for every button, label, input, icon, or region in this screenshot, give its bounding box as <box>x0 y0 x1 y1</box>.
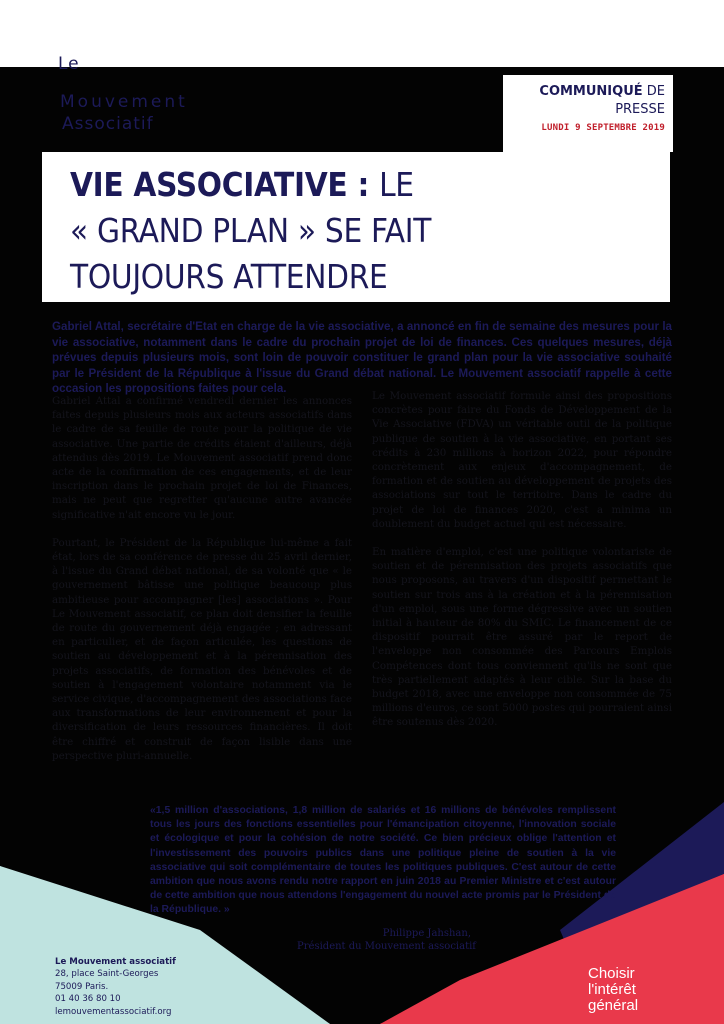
slogan-line1: Choisir <box>588 965 635 982</box>
title-bold: VIE ASSOCIATIVE : <box>70 165 380 204</box>
press-label-bold: COMMUNIQUÉ <box>539 84 643 99</box>
title-line2: « GRAND PLAN » SE FAIT <box>70 211 432 250</box>
title-line3: TOUJOURS ATTENDRE <box>70 257 388 296</box>
press-release-box <box>503 75 673 152</box>
right-paragraph-2: En matière d'emploi, c'est une politique volontariste de soutien et de pérennisation des projets associatifs que nous proposons, au travers d'un dispositif permettant le soutien sur trois ans à la création et à la pérennisation d'un emploi, sous une forme dégressive avec un soutien initial à hauteur de 80% du SMIC. Le financement de ce dispositif pourrait être assuré par le report de l'enveloppe non consommée des Parcours Emplois Compétences dont tous conviennent qu'ils ne sont que très partiellement adaptés à leur cible. Sur la base du budget 2018, avec une enveloppe non consommée de 75 millions d'euros, ce sont 5000 postes qui pourraient ainsi être soutenus dès 2020. <box>372 546 672 729</box>
logo-line-1: Le <box>58 54 80 74</box>
footer-street: 28, place Saint-Georges <box>55 969 159 980</box>
footer-web: lemouvementassociatif.org <box>55 1006 172 1017</box>
press-date: LUNDI 9 SEPTEMBRE 2019 <box>541 123 665 133</box>
signature-role: Président du Mouvement associatif <box>297 941 476 952</box>
press-label-line2: PRESSE <box>615 102 665 117</box>
press-label-normal: DE <box>642 84 665 99</box>
title-line1-rest: LE <box>379 165 414 204</box>
slogan <box>588 966 638 1014</box>
right-paragraph-1: Le Mouvement associatif formule ainsi des propositions concrètes pour faire du Fonds de Développement de la Vie Associative (FDVA) un véritable outil de la politique publique de soutien à la vie associative, en portant ses crédits à 230 millions à horizon 2022, pour répondre concrètement aux enjeux d'accompagnement, de formation et de soutien au développement de projets des associations sur tout le territoire. Dans le cadre du projet de loi de finances 2020, c'est a minima un doublement du budget actuel qui est nécessaire. <box>372 390 672 530</box>
press-label <box>503 84 665 99</box>
footer-phone: 01 40 36 80 10 <box>55 994 121 1005</box>
footer-org: Le Mouvement associatif <box>55 957 176 967</box>
logo-line-2: Mouvement <box>60 92 188 112</box>
signature-name: Philippe Jahshan, <box>382 928 471 939</box>
footer-address <box>55 956 176 1018</box>
page-title <box>70 162 670 300</box>
lead-paragraph: Gabriel Attal, secrétaire d'Etat en charge de la vie associative, a annoncé en fin de semaine des mesures pour la vie associative, notamment dans le cadre du prochain projet de loi de finances. Ces quelques mesures, déjà prévues depuis plusieurs mois, sont loin de pouvoir constituer le grand plan pour la vie associative souhaité par le Président de la République à l'issue du Grand débat national. Le Mouvement associatif rappelle à cette occasion les propositions faites pour cela. <box>52 320 672 396</box>
logo-line-3: Associatif <box>62 114 154 134</box>
slogan-line2: l'intérêt <box>588 981 636 998</box>
left-paragraph-1: Gabriel Attal a confirmé vendredi dernier les annonces faites depuis plusieurs mois aux acteurs associatifs dans le cadre de sa feuille de route pour la politique de vie associative. Une partie de crédits étaient d'ailleurs, déjà attendus dès 2019. Le Mouvement associatif prend donc acte de la confirmation de ces engagements, et de leur inscription dans le prochain projet de loi de Finances, mais ne peut que regretter qu'aucune autre avancée significative n'ait encore vu le jour. <box>52 395 352 521</box>
left-column <box>52 394 352 777</box>
signature <box>150 927 616 953</box>
title-box <box>42 152 670 302</box>
footer-city: 75009 Paris. <box>55 981 109 992</box>
slogan-line3: général <box>588 997 639 1014</box>
quote-block: «1,5 million d'associations, 1,8 million de salariés et 16 millions de bénévoles remplissent tous les jours des fonctions essentielles pour l'émancipation citoyenne, l'innovation sociale et écologique et pour la cohésion de notre société. Ce bien précieux oblige l'attention et l'investissement des pouvoirs publics dans une politique pleine de soutien à la vie associative qui soit complémentaire de toutes les politiques publiques. C'est autour de cette ambition que nous avons rendu notre rapport en juin 2018 au Premier Ministre et c'est autour de cette ambition que nous attendons l'engagement du nouvel acte promis par le Président de la République. » <box>150 805 616 916</box>
left-paragraph-2: Pourtant, le Président de la République lui-même a fait état, lors de sa conférence de presse du 25 avril dernier, à l'issue du Grand débat national, de sa volonté que « le gouvernement bâtisse une politique beaucoup plus ambitieuse pour accompagner [les] associations ». Pour Le Mouvement associatif, ce plan doit densifier la feuille de route du gouvernement déjà engagée ; en adressant en particulier, et de façon articulée, les questions de soutien au développement et à la pérennisation des projets associatifs, de formation des bénévoles et de soutien à l'engagement volontaire notamment via le service civique, d'accompagnement des associations face aux transformations de leur environnement et pour la diversification de leurs ressources financières. Il doit être chiffré et construit de façon lisible dans une perspective pluri-annuelle. <box>52 536 352 762</box>
right-column <box>372 389 672 744</box>
logo <box>58 10 208 134</box>
